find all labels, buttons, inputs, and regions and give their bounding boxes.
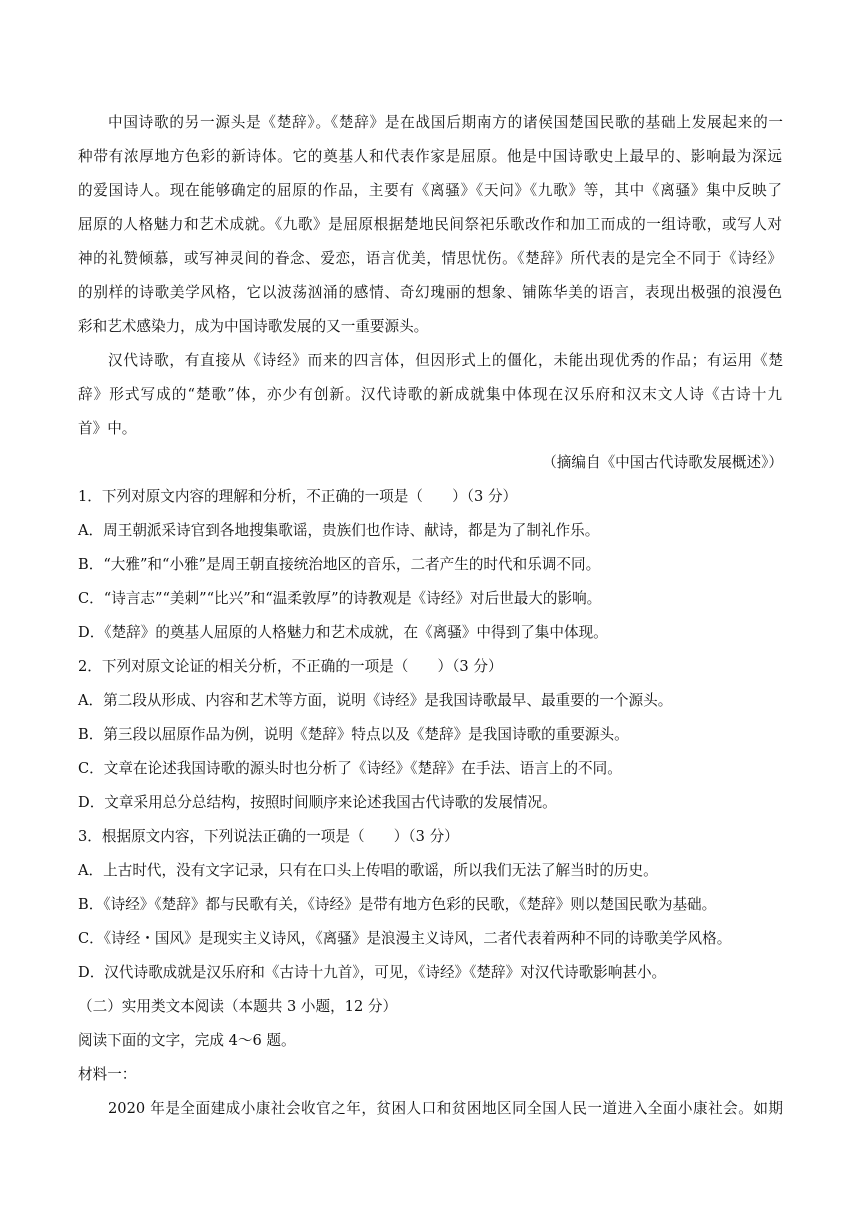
question-3-option-a: A．上古时代，没有文字记录，只有在口头上传唱的歌谣，所以我们无法了解当时的历史。 — [78, 862, 658, 879]
paragraph-line: 彩和艺术感染力，成为中国诗歌发展的又一重要源头。 — [78, 318, 429, 335]
material-label: 材料一： — [78, 1066, 137, 1083]
paragraph-line: 的爱国诗人。现在能够确定的屈原的作品，主要有《离骚》《天问》《九歌》等，其中《离骚》集中反映了 — [78, 182, 782, 199]
question-2-option-b: B．第三段以屈原作品为例，说明《楚辞》特点以及《楚辞》是我国诗歌的重要源头。 — [78, 726, 629, 743]
paragraph-line: 神的礼赞倾慕，或写神灵间的眷念、爱恋，语言优美，情思忧伤。《楚辞》所代表的是完全不同于《诗经》 — [78, 250, 782, 267]
question-1-option-c: C．“诗言志”“美刺”“比兴”和“温柔敦厚”的诗教观是《诗经》对后世最大的影响。 — [78, 590, 602, 607]
question-2: 2．下列对原文论证的相关分析，不正确的一项是（ ）（3 分） — [78, 658, 503, 675]
question-1: 1．下列对原文内容的理解和分析，不正确的一项是（ ）（3 分） — [78, 488, 518, 505]
question-1-option-b: B．“大雅”和“小雅”是周王朝直接统治地区的音乐，二者产生的时代和乐调不同。 — [78, 556, 601, 573]
question-2-option-d: D．文章采用总分总结构，按照时间顺序来论述我国古代诗歌的发展情况。 — [78, 794, 557, 811]
question-3-option-c: C．《诗经・国风》是现实主义诗风，《离骚》是浪漫主义诗风，二者代表着两种不同的诗歌美学风格。 — [78, 930, 732, 947]
question-3: 3．根据原文内容，下列说法正确的一项是（ ）（3 分） — [78, 828, 459, 845]
paragraph-line: 中国诗歌的另一源头是《楚辞》。《楚辞》是在战国后期南方的诸侯国楚国民歌的基础上发展起来的一 — [108, 114, 783, 131]
paragraph-line: 屈原的人格魅力和艺术成就。《九歌》是屈原根据楚地民间祭祀乐歌改作和加工而成的一组诗歌，或写人对 — [78, 216, 782, 233]
paragraph-line: 的别样的诗歌美学风格，它以波荡汹涌的感情、奇幻瑰丽的想象、铺陈华美的语言，表现出极强的浪漫色 — [78, 284, 782, 301]
question-1-option-a: A．周王朝派采诗官到各地搜集歌谣，贵族们也作诗、献诗，都是为了制礼作乐。 — [78, 522, 600, 539]
paragraph-line: 种带有浓厚地方色彩的新诗体。它的奠基人和代表作家是屈原。他是中国诗歌史上最早的、影响最为深远 — [78, 148, 782, 165]
paragraph-line: 辞》形式写成的“楚歌”体，亦少有创新。汉代诗歌的新成就集中体现在汉乐府和汉末文人诗《古诗十九 — [78, 386, 782, 403]
question-3-option-b: B．《诗经》《楚辞》都与民歌有关，《诗经》是带有地方色彩的民歌，《楚辞》则以楚国民歌为基础。 — [78, 896, 717, 913]
question-2-option-c: C．文章在论述我国诗歌的源头时也分析了《诗经》《楚辞》在手法、语言上的不同。 — [78, 760, 622, 777]
question-2-option-a: A．第二段从形成、内容和艺术等方面，说明《诗经》是我国诗歌最早、最重要的一个源头。 — [78, 692, 673, 709]
paragraph-line: 2020 年是全面建成小康社会收官之年，贫困人口和贫困地区同全国人民一道进入全面小康社会。如期 — [108, 1100, 783, 1117]
paragraph-line: 首》中。 — [78, 420, 137, 437]
question-3-option-d: D．汉代诗歌成就是汉乐府和《古诗十九首》，可见，《诗经》《楚辞》对汉代诗歌影响甚小。 — [78, 964, 667, 981]
source-citation: （摘编自《中国古代诗歌发展概述》） — [542, 454, 783, 471]
instruction: 阅读下面的文字，完成 4～6 题。 — [78, 1032, 296, 1049]
question-1-option-d: D．《楚辞》的奠基人屈原的人格魅力和艺术成就，在《离骚》中得到了集中体现。 — [78, 624, 608, 641]
paragraph-line: 汉代诗歌，有直接从《诗经》而来的四言体，但因形式上的僵化，未能出现优秀的作品；有运用《楚 — [108, 352, 783, 369]
section-heading: （二）实用类文本阅读（本题共 3 小题，12 分） — [78, 998, 398, 1015]
